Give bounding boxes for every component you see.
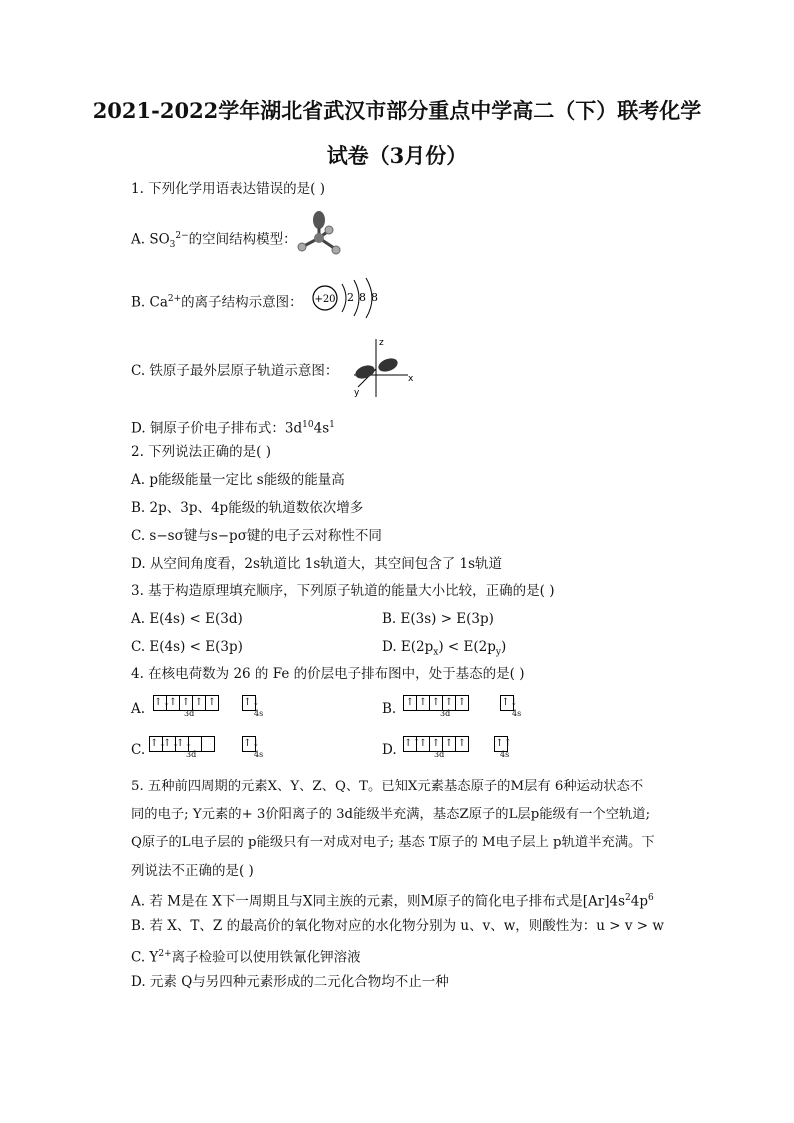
q4-diagram-d: ↑↑↑ ↑ ↑ ↑ ↑↑ 3d 4s — [404, 733, 508, 752]
q5-stem-line3: Q原子的L电子层的 p能级只有一对成对电子; 基态 T原子的 M电子层上 p轨道半充满。下 — [131, 835, 655, 850]
orbital-4s-box: ↑↓ — [501, 692, 514, 711]
exam-title-line1: 2021-2022学年湖北省武汉市部分重点中学高二（下）联考化学 — [92, 98, 702, 123]
q4-label-c: C. — [131, 742, 146, 758]
q5-option-d: D. 元素 Q与另四种元素形成的二元化合物均不止一种 — [131, 974, 449, 990]
q5-option-b: B. 若 X、T、Z 的最高价的氧化物对应的水化物分别为 u、v、w，则酸性为：u > v > w — [131, 918, 664, 934]
shell-2-count: 8 — [359, 291, 366, 304]
q1-option-c: C. 铁原子最外层原子轨道示意图： — [131, 363, 339, 379]
q5-stem-line2: 同的电子; Y元素的+ 3价阳离子的 3d能级半充满，基态Z原子的L层p能级有一个空轨道; — [131, 807, 651, 822]
q5-option-c: C. $Y^{2+}$离子检验可以使用铁氰化钾溶液 — [131, 949, 361, 966]
q4-diagram-b: ↑ ↑ ↑ ↑ ↑ ↑↓ 3d 4s — [404, 692, 514, 711]
q4-label-b: B. — [382, 701, 397, 717]
q3-option-c: C. E(4s) < E(3p) — [131, 639, 243, 655]
orbital-4s-box: ↑↓ — [243, 733, 256, 752]
exam-title-line2: 试卷（3月份） — [326, 143, 468, 168]
q1-option-d: D. 铜原子价电子排布式：$3d^{10}4s^1$ — [131, 420, 335, 437]
q5-stem-line1: 5. 五种前四周期的元素X、Y、Z、Q、T。已知X元素基态原子的M层有 6种运动状态不 — [131, 779, 644, 794]
q1-stem: 1. 下列化学用语表达错误的是( ) — [131, 181, 325, 197]
so3-ball-model-figure — [294, 208, 346, 258]
q4-stem: 4. 在核电荷数为 26 的 Fe 的价层电子排布图中，处于基态的是( ) — [131, 666, 525, 682]
orbital-3d-boxes: ↑↓↑ ↑ ↑ ↑ — [154, 692, 219, 711]
orbital-3d-boxes: ↑↓↑↓↑↓ — [150, 733, 215, 752]
orbital-3d-boxes: ↑ ↑ ↑ ↑ ↑ — [404, 692, 469, 711]
q3-stem: 3. 基于构造原理填充顺序，下列原子轨道的能量大小比较，正确的是( ) — [131, 583, 555, 599]
q4-label-a: A. — [131, 701, 146, 717]
q1-option-b: B. $Ca^{2+}$的离子结构示意图： — [131, 294, 303, 311]
orbital-4s-box: ↑↓ — [243, 692, 256, 711]
shell-1-count: 2 — [347, 291, 354, 304]
shell-3-count: 8 — [371, 291, 378, 304]
q2-option-a: A. p能级能量一定比 s能级的能量高 — [131, 472, 345, 488]
ca-ion-structure-figure — [310, 276, 382, 322]
q3-option-d: D. $E(2p_x) < E(2p_y)$ — [382, 639, 507, 658]
q4-label-d: D. — [382, 742, 397, 758]
q5-option-a: A. 若 M是在 X下一周期且与X同主族的元素，则M原子的简化电子排布式是$[Ar]4s^24p^6$ — [131, 893, 654, 910]
q2-option-b: B. 2p、3p、4p能级的轨道数依次增多 — [131, 500, 364, 516]
q2-option-c: C. s−sσ键与s−pσ键的电子云对称性不同 — [131, 528, 382, 544]
orbital-3d-boxes: ↑↑↑ ↑ ↑ ↑ — [404, 733, 469, 752]
orbital-4s-box: ↑↑ — [495, 733, 508, 752]
nucleus-charge: +20 — [314, 294, 336, 305]
q3-option-a: A. E(4s) < E(3d) — [131, 611, 243, 627]
svg-text:y: y — [354, 388, 360, 398]
svg-text:z: z — [379, 338, 384, 348]
q4-diagram-c: ↑↓↑↓↑↓ ↑↓ 3d 4s — [150, 733, 256, 752]
q2-option-d: D. 从空间角度看，2s轨道比 1s轨道大，其空间包含了 1s轨道 — [131, 556, 503, 572]
q5-stem-line4: 列说法不正确的是( ) — [131, 863, 254, 879]
fe-orbital-figure — [350, 335, 420, 401]
q1-option-a: A. $SO_3^{2-}$的空间结构模型： — [131, 231, 297, 251]
q4-diagram-a: ↑↓↑ ↑ ↑ ↑ ↑↓ 3d 4s — [154, 692, 256, 711]
q3-option-b: B. E(3s) > E(3p) — [382, 611, 494, 627]
q2-stem: 2. 下列说法正确的是( ) — [131, 444, 271, 460]
svg-text:x: x — [408, 374, 414, 384]
